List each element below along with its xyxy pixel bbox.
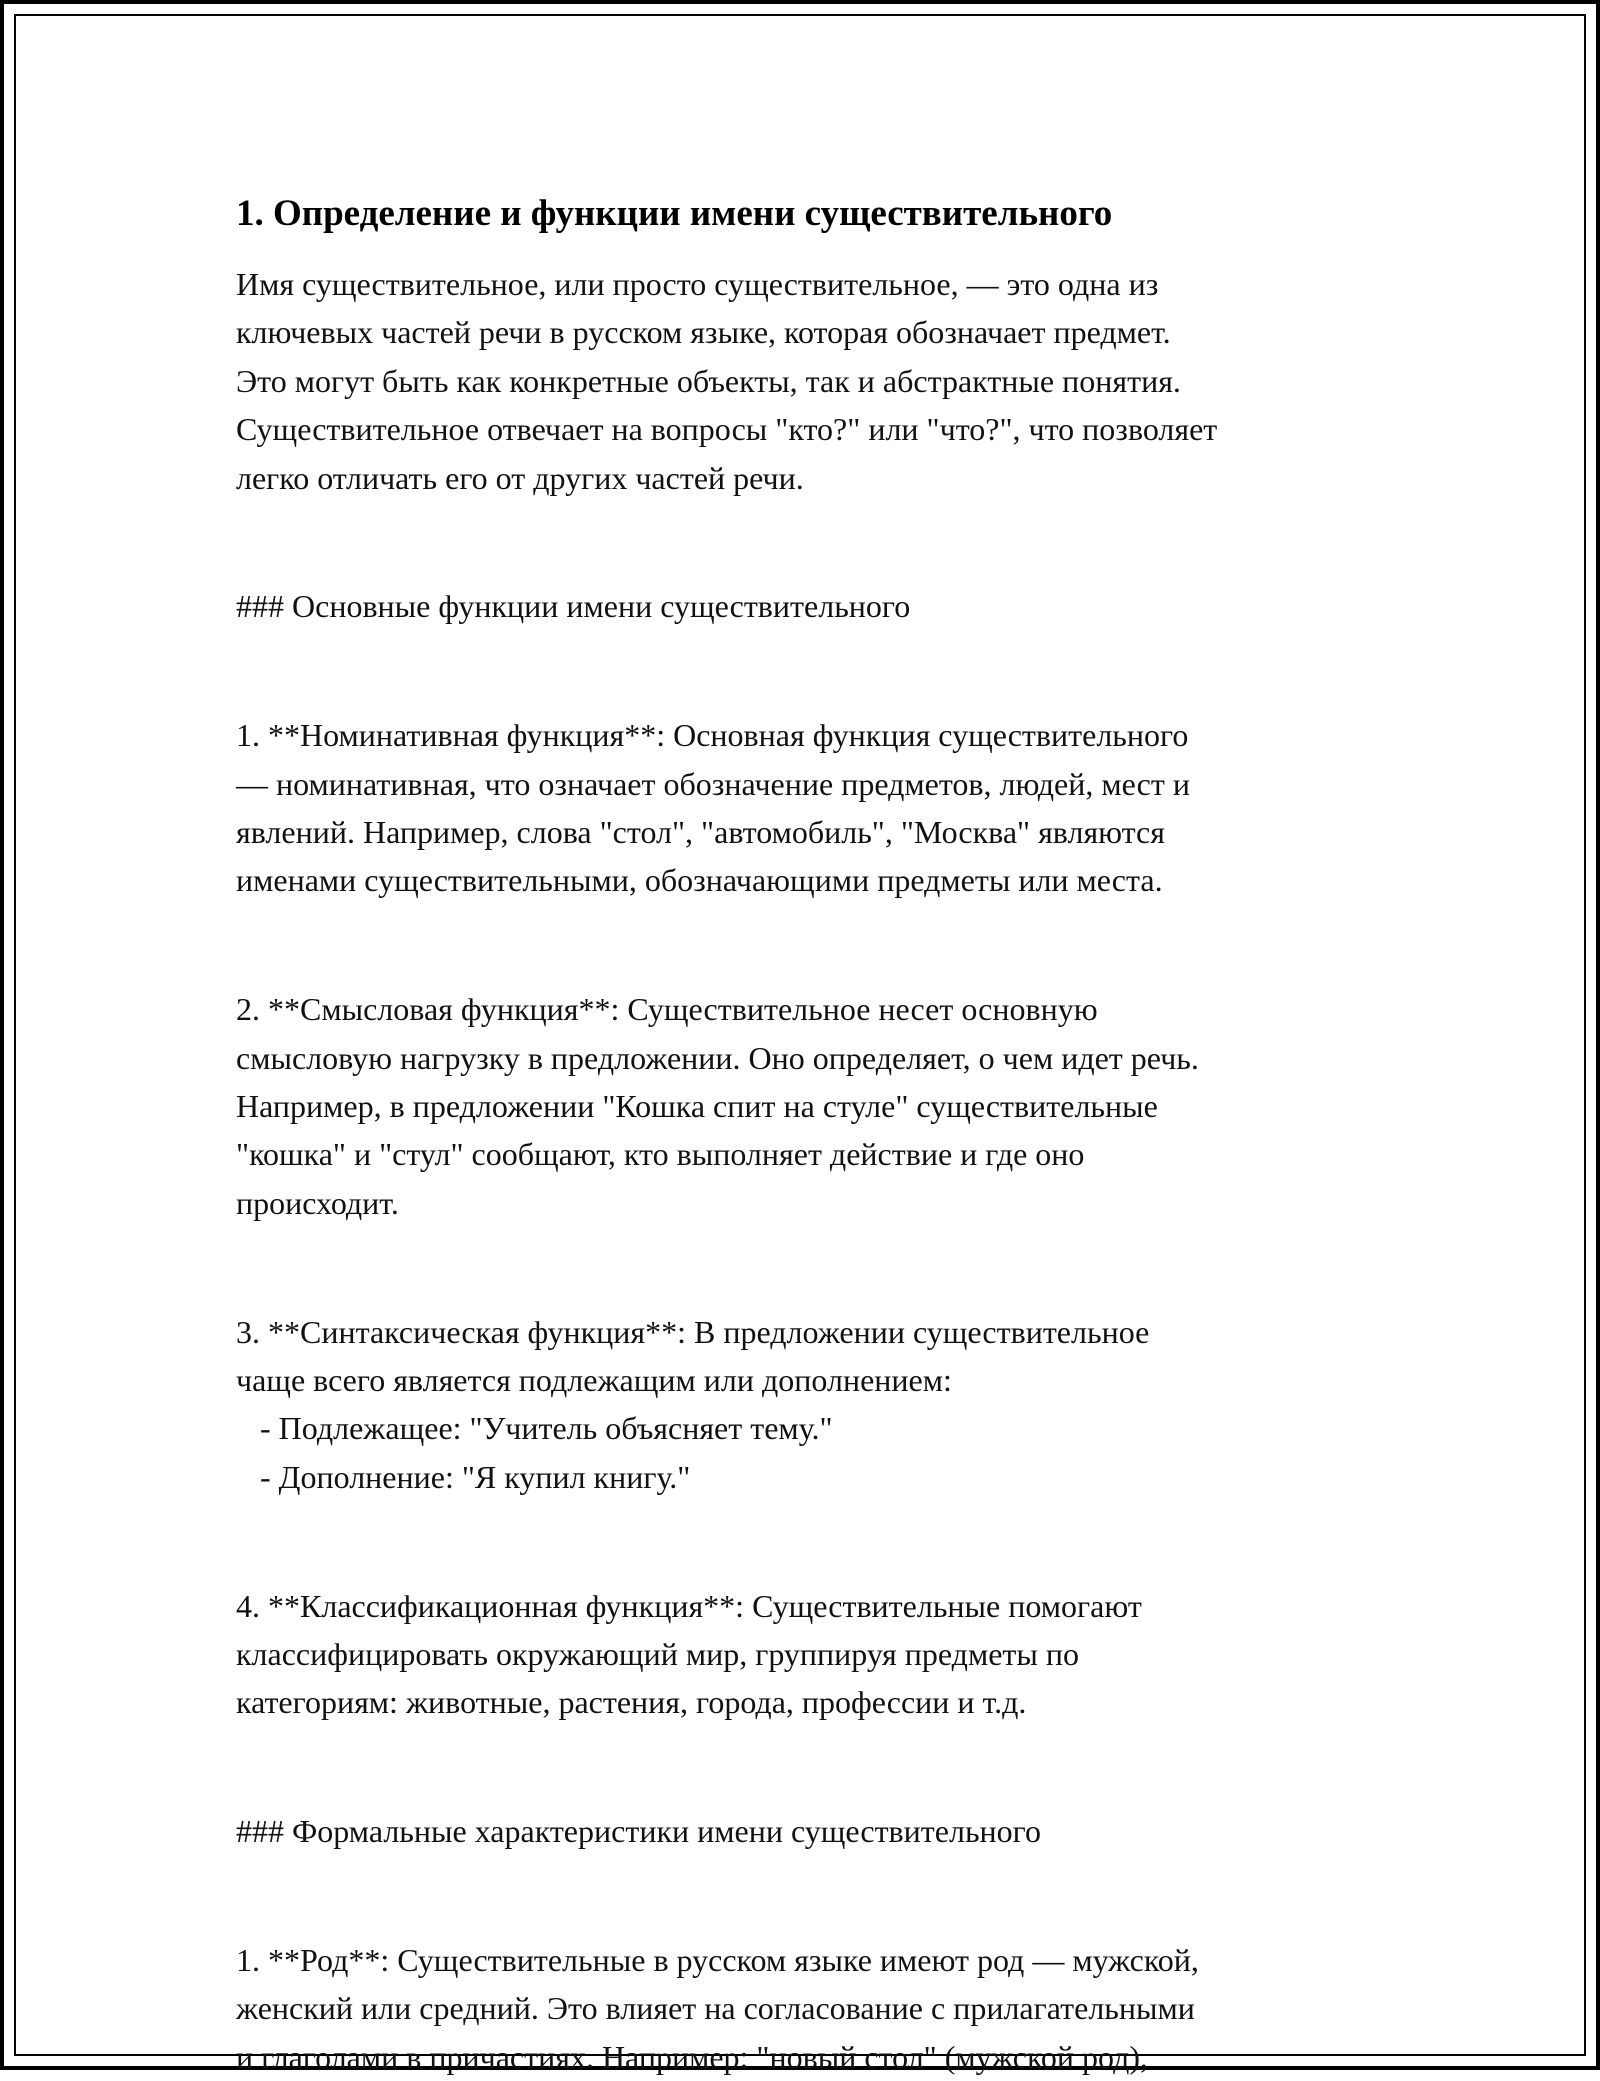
text-line: классифицировать окружающий мир, группируя предметы по — [236, 1636, 1080, 1673]
text-line: Например, в предложении "Кошка спит на стуле" существительные — [236, 1088, 1158, 1125]
blank-line — [236, 921, 1386, 969]
text-line: 4. **Классификационная функция**: Существительные помогают — [236, 1587, 1142, 1624]
text-line: 3. **Синтаксическая функция**: В предложении существительное — [236, 1313, 1150, 1350]
text-line: — номинативная, что означает обозначение предметов, людей, мест и — [236, 765, 1190, 802]
text-line: категориям: животные, растения, города, профессии и т.д. — [236, 1684, 1027, 1721]
text-line: 1. **Номинативная функция**: Основная функция существительного — [236, 717, 1189, 754]
blank-line — [236, 647, 1386, 695]
text-line: и глаголами в причастиях. Например: "новый стол" (мужской род), — [236, 2038, 1148, 2075]
text-line: - Дополнение: "Я купил книгу." — [236, 1458, 691, 1495]
text-line: - Подлежащее: "Учитель объясняет тему." — [236, 1410, 833, 1447]
text-line: происходит. — [236, 1184, 399, 1221]
text-line: Существительное отвечает на вопросы "кто?" или "что?", что позволяет — [236, 411, 1218, 448]
text-line: чаще всего является подлежащим или дополнением: — [236, 1362, 952, 1399]
blank-line — [236, 1517, 1386, 1565]
text-line: ### Основные функции имени существительного — [236, 588, 911, 625]
text-line: явлений. Например, слова "стол", "автомобиль", "Москва" являются — [236, 814, 1165, 851]
text-line: ### Формальные характеристики имени существительного — [236, 1813, 1041, 1850]
blank-line — [236, 518, 1386, 566]
blank-line — [236, 1743, 1386, 1791]
text-line: легко отличать его от других частей речи. — [236, 459, 804, 496]
text-line: Имя существительное, или просто существительное, — это одна из — [236, 266, 1159, 302]
text-line: "кошка" и "стул" сообщают, кто выполняет действие и где оно — [236, 1136, 1085, 1173]
text-line: 2. **Смысловая функция**: Существительное несет основную — [236, 991, 1098, 1028]
text-line: именами существительными, обозначающими предметы или места. — [236, 862, 1163, 899]
text-line: женский или средний. Это влияет на согласование с прилагательными — [236, 1990, 1195, 2027]
text-line: смысловую нагрузку в предложении. Оно определяет, о чем идет речь. — [236, 1039, 1199, 1076]
blank-line — [236, 1243, 1386, 1291]
document-body — [236, 188, 1386, 2081]
document-text — [236, 260, 1386, 2081]
blank-line — [236, 1872, 1386, 1920]
text-line: Это могут быть как конкретные объекты, так и абстрактные понятия. — [236, 362, 1181, 399]
text-line: ключевых частей речи в русском языке, которая обозначает предмет. — [236, 314, 1171, 351]
text-line: 1. **Род**: Существительные в русском языке имеют род — мужской, — [236, 1942, 1199, 1979]
document-title: 1. Определение и функции имени существительного — [236, 193, 1113, 234]
